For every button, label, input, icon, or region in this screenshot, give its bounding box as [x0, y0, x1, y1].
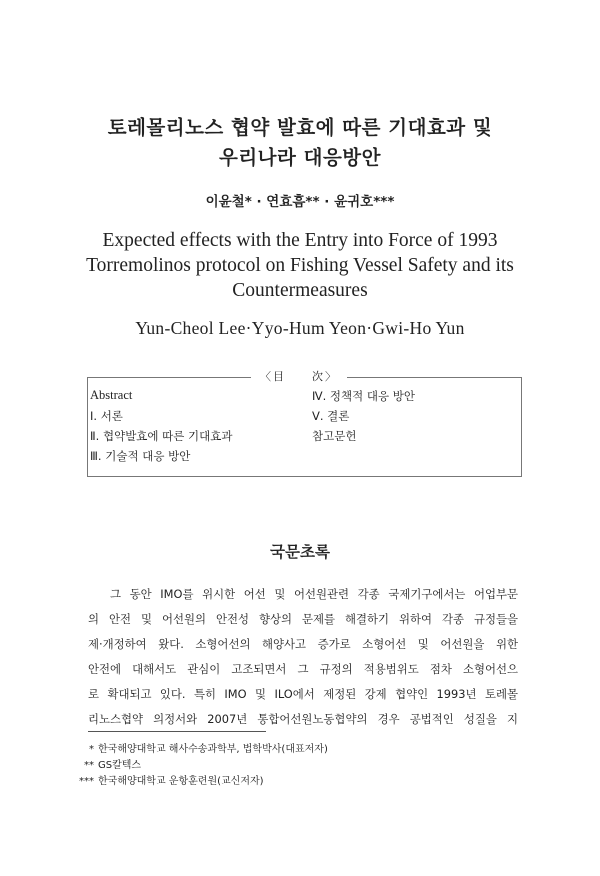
toc-item-policy-countermeasures: Ⅳ. 정책적 대응 방안 — [312, 389, 415, 403]
abstract-line-5: 로 확대되고 있다. 특히 IMO 및 ILO에서 제정된 강제 협약인 1993년 토레몰 — [88, 687, 518, 701]
footnote-1-mark: * — [89, 744, 94, 755]
abstract-line-2: 의 안전 및 어선원의 안전성 향상의 문제를 해결하기 위하여 각종 규정들을 — [88, 612, 518, 626]
footnote-separator — [88, 731, 266, 732]
toc-item-introduction: Ⅰ. 서론 — [90, 409, 123, 423]
toc-item-conclusion: Ⅴ. 결론 — [312, 409, 350, 423]
english-authors: Yun-Cheol Lee·Yyo-Hum Yeon·Gwi-Ho Yun — [135, 318, 465, 338]
footnote-2 — [76, 756, 141, 771]
footnote-1 — [76, 740, 328, 755]
abstract-line-1: 그 동안 IMO를 위시한 어선 및 어선원관련 각종 국제기구에서는 어업부문 — [110, 587, 518, 601]
korean-title-line-1: 토레몰리노스 협약 발효에 따른 기대효과 및 — [107, 116, 493, 139]
toc-item-expected-effects: Ⅱ. 협약발효에 따른 기대효과 — [90, 429, 233, 443]
korean-authors: 이윤철* · 연효흠** · 윤귀호*** — [205, 194, 395, 210]
english-title-line-2: Torremolinos protocol on Fishing Vessel Safety and its — [86, 255, 514, 276]
english-title-line-3: Countermeasures — [232, 280, 368, 301]
toc-heading: 〈目 次〉 — [251, 368, 347, 386]
toc-item-references: 참고문헌 — [312, 429, 357, 443]
footnote-3-text: 한국해양대학교 운항훈련원(교신저자) — [98, 776, 264, 787]
abstract-line-4: 안전에 대해서도 관심이 고조되면서 그 규정의 적용범위도 점차 소형어선으 — [88, 662, 518, 676]
footnote-2-mark: ** — [84, 760, 94, 771]
toc-item-abstract: Abstract — [90, 388, 133, 402]
korean-title-line-2: 우리나라 대응방안 — [219, 146, 381, 169]
abstract-line-3: 제·개정하여 왔다. 소형어선의 해양사고 증가로 소형어선 및 어선원을 위한 — [88, 637, 518, 651]
english-title-line-1: Expected effects with the Entry into Force of 1993 — [102, 230, 498, 251]
abstract-heading: 국문초록 — [270, 543, 330, 561]
abstract-line-6: 리노스협약 의정서와 2007년 통합어선원노동협약의 경우 공법적인 성질을 지 — [88, 712, 518, 726]
footnote-2-text: GS칼텍스 — [98, 760, 142, 771]
toc-item-technical-countermeasures: Ⅲ. 기술적 대응 방안 — [90, 449, 191, 463]
footnote-1-text: 한국해양대학교 해사수송과학부, 법학박사(대표저자) — [98, 744, 328, 755]
footnote-3 — [76, 772, 264, 787]
footnote-3-mark: *** — [79, 776, 94, 787]
